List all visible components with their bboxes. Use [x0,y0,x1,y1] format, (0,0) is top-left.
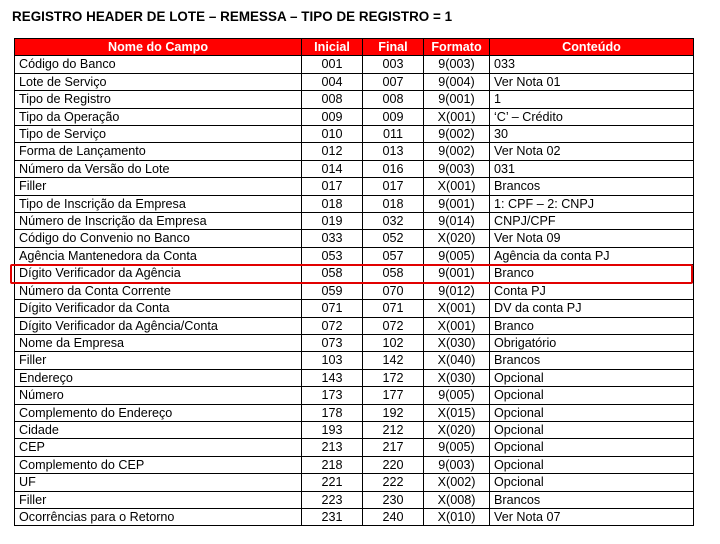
cell-final: 220 [363,456,424,473]
table-row [15,491,694,508]
cell-nome-do-campo: Endereço [15,369,302,386]
cell-inicial: 059 [302,282,363,299]
column-header-nome: Nome do Campo [15,39,302,56]
cell-inicial: 231 [302,508,363,525]
cell-nome-do-campo: Código do Convenio no Banco [15,230,302,247]
cell-formato: X(030) [424,369,490,386]
cell-inicial: 218 [302,456,363,473]
cell-inicial: 010 [302,126,363,143]
table-row [15,387,694,404]
cell-nome-do-campo: Dígito Verificador da Agência/Conta [15,317,302,334]
table-row [15,404,694,421]
table-row [15,334,694,351]
table-row [15,143,694,160]
cell-conteudo: Opcional [490,369,694,386]
cell-inicial: 001 [302,56,363,73]
cell-final: 013 [363,143,424,160]
cell-conteudo: 031 [490,160,694,177]
table-row [15,352,694,369]
cell-final: 016 [363,160,424,177]
cell-nome-do-campo: Lote de Serviço [15,73,302,90]
cell-final: 142 [363,352,424,369]
cell-nome-do-campo: Complemento do CEP [15,456,302,473]
cell-final: 172 [363,369,424,386]
table-row [15,508,694,525]
table-row [15,108,694,125]
cell-final: 011 [363,126,424,143]
cell-conteudo: 033 [490,56,694,73]
table-row [15,126,694,143]
cell-conteudo: ‘C’ – Crédito [490,108,694,125]
cell-inicial: 223 [302,491,363,508]
cell-formato: 9(001) [424,265,490,282]
cell-nome-do-campo: Ocorrências para o Retorno [15,508,302,525]
cell-inicial: 103 [302,352,363,369]
cell-final: 052 [363,230,424,247]
cell-final: 240 [363,508,424,525]
cell-formato: 9(003) [424,160,490,177]
cell-inicial: 071 [302,300,363,317]
cell-formato: 9(014) [424,213,490,230]
cell-conteudo: Ver Nota 07 [490,508,694,525]
cell-nome-do-campo: Tipo de Inscrição da Empresa [15,195,302,212]
cell-inicial: 213 [302,439,363,456]
cell-final: 017 [363,178,424,195]
cell-final: 177 [363,387,424,404]
cell-conteudo: Opcional [490,439,694,456]
cell-inicial: 009 [302,108,363,125]
column-header-inicial: Inicial [302,39,363,56]
cell-inicial: 073 [302,334,363,351]
cell-conteudo: Branco [490,265,694,282]
table-row [15,56,694,73]
cell-nome-do-campo: Número da Conta Corrente [15,282,302,299]
table-row [15,213,694,230]
cell-formato: X(010) [424,508,490,525]
cell-conteudo: CNPJ/CPF [490,213,694,230]
cell-nome-do-campo: Nome da Empresa [15,334,302,351]
cell-formato: 9(001) [424,195,490,212]
cell-inicial: 143 [302,369,363,386]
cell-conteudo: Brancos [490,491,694,508]
cell-nome-do-campo: Número de Inscrição da Empresa [15,213,302,230]
cell-conteudo: Branco [490,317,694,334]
cell-nome-do-campo: Tipo de Registro [15,91,302,108]
highlighted-row-outline [10,264,693,284]
table-row [15,91,694,108]
cell-final: 018 [363,195,424,212]
cell-formato: 9(005) [424,387,490,404]
cell-final: 102 [363,334,424,351]
table-row [15,300,694,317]
cell-nome-do-campo: Complemento do Endereço [15,404,302,421]
cell-inicial: 193 [302,421,363,438]
cell-formato: X(020) [424,421,490,438]
cell-conteudo: Obrigatório [490,334,694,351]
cell-formato: 9(012) [424,282,490,299]
table-row [15,73,694,90]
cell-inicial: 058 [302,265,363,282]
cell-formato: X(030) [424,334,490,351]
cell-inicial: 173 [302,387,363,404]
cell-inicial: 017 [302,178,363,195]
cell-final: 007 [363,73,424,90]
cell-nome-do-campo: Código do Banco [15,56,302,73]
table-row [15,317,694,334]
cell-formato: 9(003) [424,456,490,473]
cell-nome-do-campo: UF [15,474,302,491]
cell-formato: X(001) [424,178,490,195]
table-row [15,247,694,264]
cell-final: 003 [363,56,424,73]
cell-formato: 9(001) [424,91,490,108]
cell-inicial: 012 [302,143,363,160]
cell-nome-do-campo: Tipo de Serviço [15,126,302,143]
cell-nome-do-campo: Forma de Lançamento [15,143,302,160]
cell-inicial: 033 [302,230,363,247]
cell-conteudo: DV da conta PJ [490,300,694,317]
cell-final: 057 [363,247,424,264]
table-row [15,160,694,177]
cell-inicial: 019 [302,213,363,230]
cell-conteudo: 1 [490,91,694,108]
cell-final: 009 [363,108,424,125]
cell-conteudo: Opcional [490,456,694,473]
cell-final: 058 [363,265,424,282]
table-row [15,456,694,473]
cell-formato: X(001) [424,300,490,317]
table-row [15,369,694,386]
cell-formato: X(015) [424,404,490,421]
cell-inicial: 221 [302,474,363,491]
cell-inicial: 018 [302,195,363,212]
column-header-final: Final [363,39,424,56]
cell-formato: X(001) [424,108,490,125]
cell-conteudo: 1: CPF – 2: CNPJ [490,195,694,212]
cell-inicial: 072 [302,317,363,334]
cell-nome-do-campo: Agência Mantenedora da Conta [15,247,302,264]
cell-formato: 9(002) [424,143,490,160]
cell-final: 230 [363,491,424,508]
cell-final: 032 [363,213,424,230]
cell-final: 072 [363,317,424,334]
cell-final: 008 [363,91,424,108]
cell-final: 212 [363,421,424,438]
cell-inicial: 008 [302,91,363,108]
cell-conteudo: Opcional [490,404,694,421]
cell-nome-do-campo: Filler [15,178,302,195]
cell-final: 192 [363,404,424,421]
table-row [15,195,694,212]
cell-conteudo: Brancos [490,178,694,195]
cell-formato: 9(005) [424,247,490,264]
cell-formato: X(040) [424,352,490,369]
cell-nome-do-campo: Número [15,387,302,404]
cell-formato: 9(005) [424,439,490,456]
cell-formato: X(001) [424,317,490,334]
cell-final: 071 [363,300,424,317]
table-row [15,230,694,247]
cell-formato: 9(002) [424,126,490,143]
table-header-row [15,39,694,56]
cell-nome-do-campo: Tipo da Operação [15,108,302,125]
cell-final: 217 [363,439,424,456]
column-header-conteudo: Conteúdo [490,39,694,56]
cell-conteudo: Opcional [490,421,694,438]
cell-conteudo: 30 [490,126,694,143]
cell-nome-do-campo: Filler [15,491,302,508]
cell-conteudo: Opcional [490,387,694,404]
table-row [15,439,694,456]
cell-formato: 9(004) [424,73,490,90]
table-row [15,474,694,491]
cell-nome-do-campo: Dígito Verificador da Conta [15,300,302,317]
cell-inicial: 004 [302,73,363,90]
cell-conteudo: Conta PJ [490,282,694,299]
table-body [15,56,694,526]
cell-inicial: 053 [302,247,363,264]
cell-nome-do-campo: Dígito Verificador da Agência [15,265,302,282]
cell-conteudo: Agência da conta PJ [490,247,694,264]
table-row [15,178,694,195]
table-row [15,421,694,438]
cell-conteudo: Ver Nota 09 [490,230,694,247]
cell-nome-do-campo: Número da Versão do Lote [15,160,302,177]
cell-inicial: 178 [302,404,363,421]
cell-nome-do-campo: CEP [15,439,302,456]
cell-conteudo: Opcional [490,474,694,491]
cell-nome-do-campo: Cidade [15,421,302,438]
cell-formato: 9(003) [424,56,490,73]
cell-final: 070 [363,282,424,299]
cell-conteudo: Brancos [490,352,694,369]
cell-conteudo: Ver Nota 02 [490,143,694,160]
cell-final: 222 [363,474,424,491]
cell-formato: X(002) [424,474,490,491]
cell-formato: X(008) [424,491,490,508]
document-title: REGISTRO HEADER DE LOTE – REMESSA – TIPO DE REGISTRO = 1 [12,9,453,24]
cell-nome-do-campo: Filler [15,352,302,369]
cell-inicial: 014 [302,160,363,177]
table-row [15,282,694,299]
cell-conteudo: Ver Nota 01 [490,73,694,90]
column-header-formato: Formato [424,39,490,56]
cell-formato: X(020) [424,230,490,247]
